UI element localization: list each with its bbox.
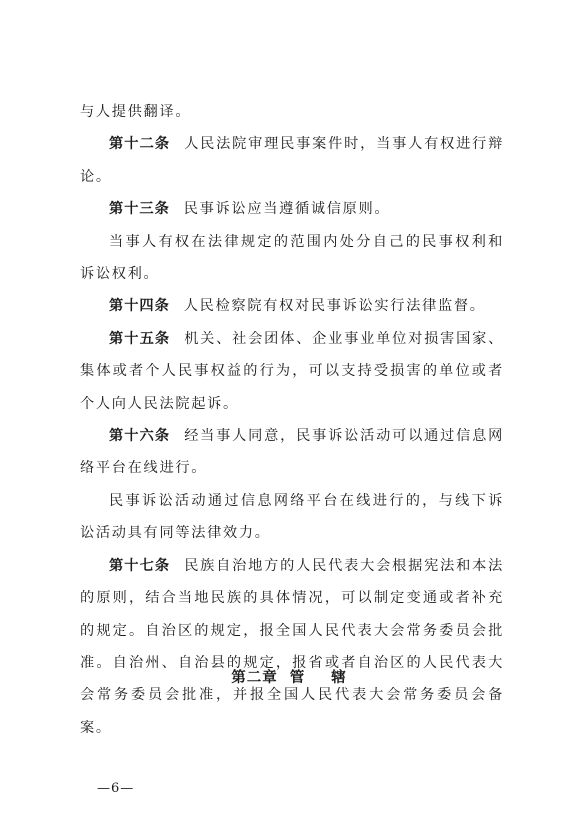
paragraph-text: 民事诉讼活动通过信息网络平台在线进行的，与线下诉讼活动具有同等法律效力。	[80, 492, 504, 542]
paragraph-text: 当事人有权在法律规定的范围内处分自己的民事权利和诉讼权利。	[80, 233, 504, 283]
paragraph-text: 与人提供翻译。	[80, 104, 192, 120]
article-12	[80, 128, 504, 193]
article-heading: 第十四条	[109, 298, 170, 315]
chapter-heading	[0, 666, 578, 687]
article-heading: 第十六条	[109, 428, 171, 445]
paragraph-text: 民事诉讼应当遵循诚信原则。	[183, 201, 391, 218]
article-heading: 第十七条	[109, 557, 171, 574]
paragraph-text: 人民检察院有权对民事诉讼实行法律监督。	[183, 298, 486, 315]
article-heading: 第十五条	[109, 330, 171, 347]
article-heading: 第十三条	[109, 201, 170, 218]
article-heading: 第十二条	[109, 136, 171, 153]
article-16-para-2	[80, 485, 504, 550]
article-13	[80, 193, 504, 225]
paragraph-text: 机关、社会团体、企业事业单位对损害国家、集体或者个人民事权益的行为，可以支持受损害的单位或者个人向人民法院起诉。	[80, 330, 504, 412]
article-16	[80, 420, 504, 485]
article-17	[80, 550, 504, 744]
paragraph-text: 经当事人同意，民事诉讼活动可以通过信息网络平台在线进行。	[80, 428, 504, 477]
paragraph-text: 人民法院审理民事案件时，当事人有权进行辩论。	[80, 136, 504, 185]
chapter-number: 第二章	[231, 669, 278, 686]
paragraph-text: 民族自治地方的人民代表大会根据宪法和本法的原则，结合当地民族的具体情况，可以制定变通或者补充的规定。自治区的规定，报全国人民代表大会常务委员会批准。自治州、自治县的规定，报省或者自治区的人民代表大会常务委员会批准，并报全国人民代表大会常务委员会备案。	[80, 557, 504, 736]
body-text	[80, 96, 504, 744]
chapter-title-char-2: 辖	[331, 669, 347, 686]
chapter-title-char-1: 管	[289, 669, 306, 686]
article-15	[80, 323, 504, 420]
article-13-para-2	[80, 226, 504, 291]
page-number: —6—	[97, 781, 135, 796]
paragraph-continuation	[80, 96, 504, 128]
article-14	[80, 290, 504, 322]
